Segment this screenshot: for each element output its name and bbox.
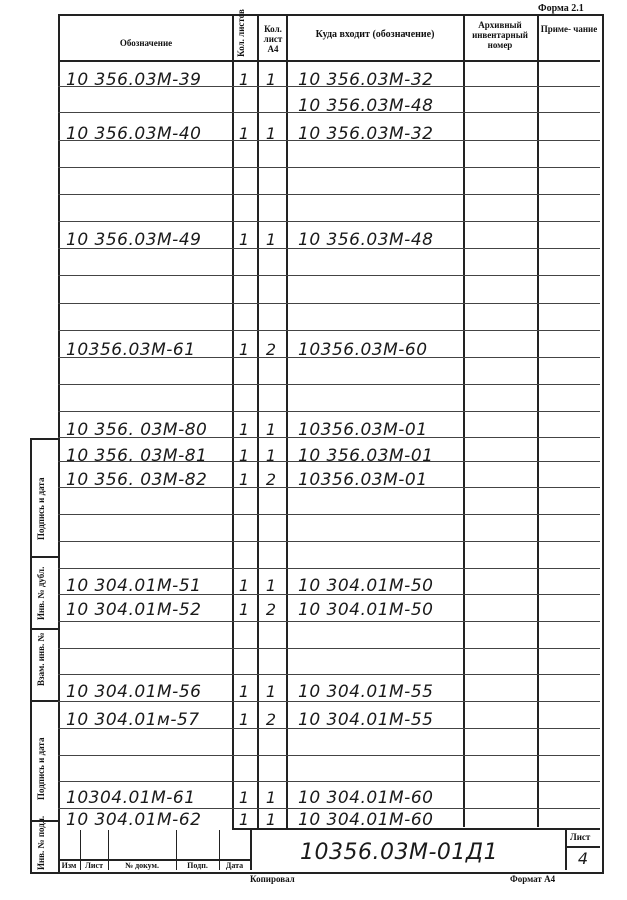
header-qty-sheets: Кол. листов (236, 9, 246, 57)
row-divider (58, 621, 600, 622)
row-qty: 1 (238, 710, 250, 729)
row-qty: 1 (238, 470, 250, 489)
row-designation: 10 304.01М-52 (66, 600, 202, 620)
row-qty-a4: 1 (265, 576, 277, 595)
row-where-used: 10 356.03М-32 (298, 124, 434, 144)
sign-col-label: Дата (225, 861, 244, 870)
row-qty: 1 (238, 124, 250, 143)
sign-col-line (108, 830, 109, 870)
row-qty: 1 (238, 70, 250, 89)
row-designation: 10 356.03М-39 (66, 70, 202, 90)
row-qty-a4: 1 (265, 810, 277, 829)
copied-label: Копировал (250, 874, 295, 884)
side-div-3 (30, 628, 58, 630)
col-line-3 (286, 14, 288, 830)
row-qty-a4: 1 (265, 230, 277, 249)
sign-col-label: № докум. (125, 861, 159, 870)
row-divider (58, 194, 600, 195)
row-qty: 1 (238, 788, 250, 807)
row-divider (58, 167, 600, 168)
row-divider (58, 60, 600, 62)
row-divider (58, 781, 600, 782)
row-where-used: 10 356.03М-48 (298, 96, 434, 116)
sign-col-line (80, 830, 81, 870)
side-sign-date-1: Подпись и дата (36, 737, 46, 800)
row-where-used: 10 356.03М-32 (298, 70, 434, 90)
row-qty-a4: 2 (265, 340, 277, 359)
side-replace-inv: Взам. инв. № (36, 632, 46, 686)
row-designation: 10 304.01М-51 (66, 576, 202, 596)
row-divider (58, 808, 600, 809)
row-designation: 10 304.01М-62 (66, 810, 202, 830)
row-where-used: 10 304.01М-50 (298, 576, 434, 596)
row-divider (58, 411, 600, 412)
row-where-used: 10 304.01М-55 (298, 682, 434, 702)
row-divider (58, 568, 600, 569)
col-line-5 (537, 14, 539, 827)
row-qty-a4: 1 (265, 124, 277, 143)
row-divider (58, 221, 600, 222)
row-divider (58, 541, 600, 542)
row-where-used: 10356.03М-01 (298, 470, 428, 490)
row-designation: 10 356. 03М-80 (66, 420, 208, 440)
row-qty-a4: 1 (265, 70, 277, 89)
row-where-used: 10 304.01М-50 (298, 600, 434, 620)
row-qty-a4: 2 (265, 710, 277, 729)
row-where-used: 10 356.03М-01 (298, 446, 434, 466)
side-div-1 (30, 820, 58, 822)
row-divider (58, 303, 600, 304)
header-where-used: Куда входит (обозначение) (315, 29, 435, 40)
sign-col-label: Лист (84, 861, 104, 870)
sign-col-label: Изм (61, 861, 77, 870)
row-divider (58, 514, 600, 515)
row-where-used: 10356.03М-60 (298, 340, 428, 360)
row-qty-a4: 2 (265, 470, 277, 489)
row-divider (58, 384, 600, 385)
form-label: Форма 2.1 (538, 3, 584, 14)
row-designation: 10 356. 03М-81 (66, 446, 208, 466)
row-qty: 1 (238, 576, 250, 595)
row-where-used: 10 304.01М-60 (298, 788, 434, 808)
row-where-used: 10 356.03М-48 (298, 230, 434, 250)
side-sign-date-2: Подпись и дата (36, 477, 46, 540)
row-divider (58, 330, 600, 331)
row-designation: 10356.03М-61 (66, 340, 196, 360)
row-qty-a4: 2 (265, 600, 277, 619)
row-qty-a4: 1 (265, 788, 277, 807)
row-divider (58, 755, 600, 756)
row-divider (58, 674, 600, 675)
row-where-used: 10356.03М-01 (298, 420, 428, 440)
row-qty: 1 (238, 682, 250, 701)
side-inv-dup: Инв. № дубл. (36, 566, 46, 620)
side-div-2 (30, 700, 58, 702)
sheet-box-mid (565, 846, 600, 848)
header-archive: Архивный инвентарный номер (472, 20, 528, 50)
sheet-number: 4 (577, 849, 589, 868)
row-divider (58, 275, 600, 276)
title-top-line (232, 828, 600, 830)
format-label: Формат А4 (510, 874, 556, 884)
header-note: Приме- чание (540, 24, 598, 34)
row-qty: 1 (238, 340, 250, 359)
row-designation: 10 356. 03М-82 (66, 470, 208, 490)
sign-col-line (219, 830, 220, 870)
row-divider (58, 648, 600, 649)
row-qty: 1 (238, 810, 250, 829)
sign-col-line (176, 830, 177, 870)
side-inv-orig: Инв. № подл. (36, 815, 46, 870)
col-line-4 (463, 14, 465, 827)
row-designation: 10 356.03М-40 (66, 124, 202, 144)
row-designation: 10 356.03М-49 (66, 230, 202, 250)
sheet-label: Лист (570, 832, 591, 842)
row-qty-a4: 1 (265, 682, 277, 701)
header-qty-a4: Кол. лист А4 (263, 24, 283, 54)
row-designation: 10 304.01м-57 (66, 710, 200, 730)
sheet-box-left (565, 828, 567, 870)
row-designation: 10304.01М-61 (66, 788, 196, 808)
row-where-used: 10 304.01М-55 (298, 710, 434, 730)
row-qty-a4: 1 (265, 446, 277, 465)
document-code: 10356.03М-01Д1 (300, 840, 499, 865)
row-qty: 1 (238, 230, 250, 249)
row-qty: 1 (238, 446, 250, 465)
row-qty: 1 (238, 420, 250, 439)
header-designation: Обозначение (119, 38, 173, 48)
sign-col-end (250, 830, 252, 870)
row-designation: 10 304.01М-56 (66, 682, 202, 702)
sign-col-label: Подп. (187, 861, 208, 870)
row-qty: 1 (238, 600, 250, 619)
row-where-used: 10 304.01М-60 (298, 810, 434, 830)
row-qty-a4: 1 (265, 420, 277, 439)
side-div-4 (30, 556, 58, 558)
